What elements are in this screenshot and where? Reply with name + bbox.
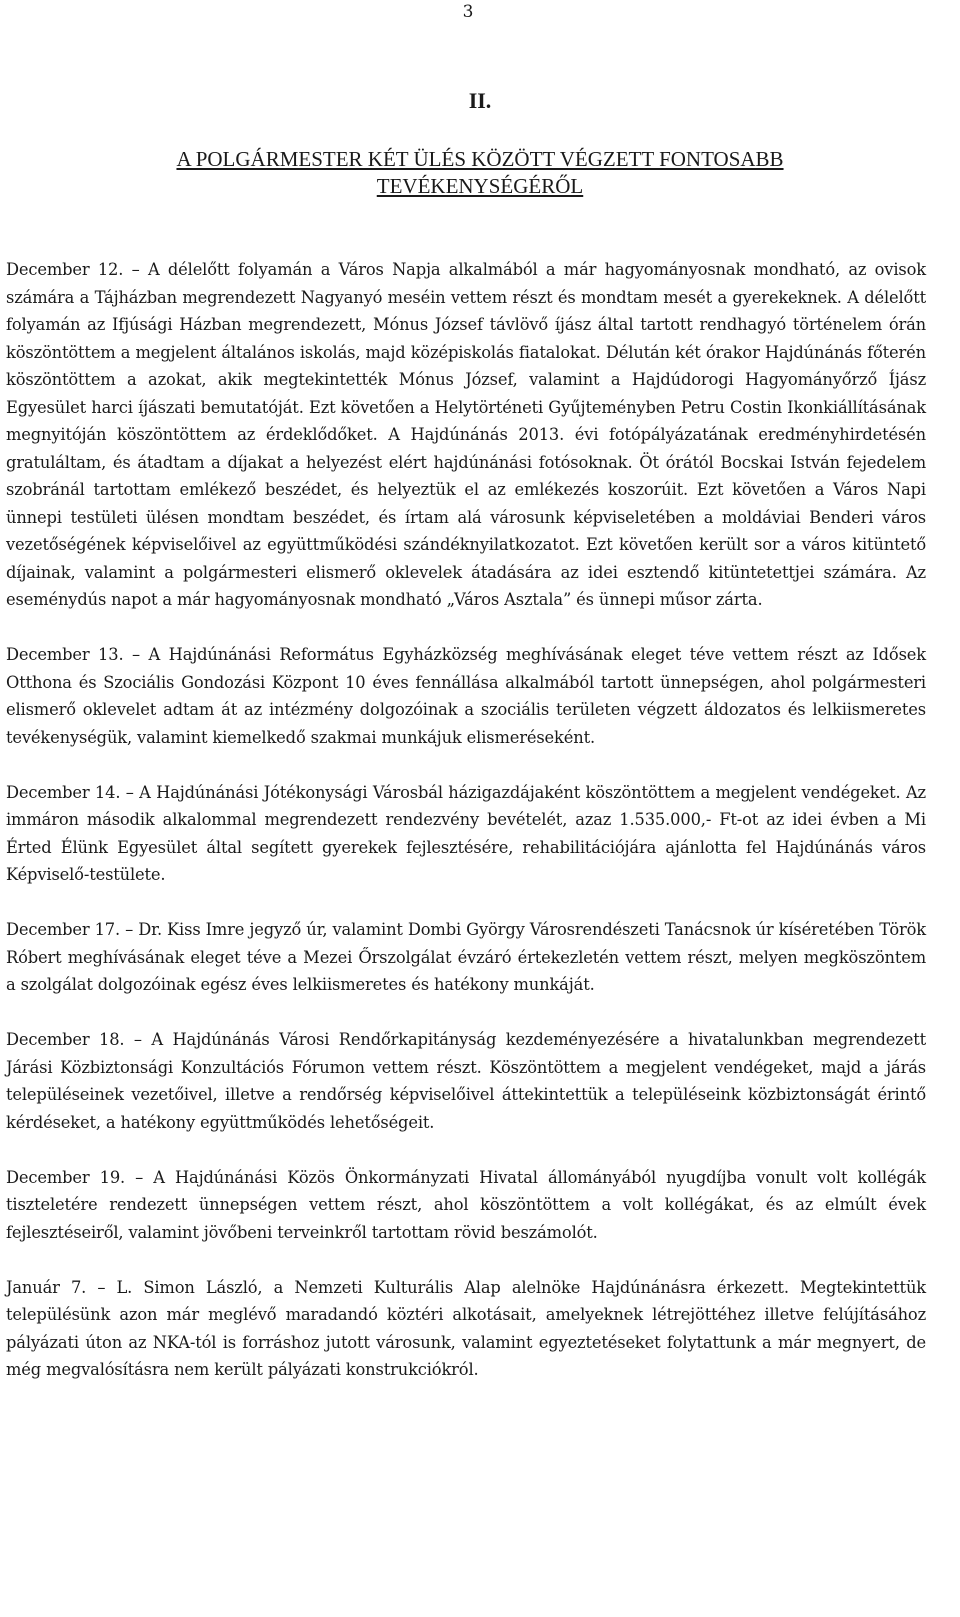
document-body <box>6 256 926 1411</box>
section-number: II. <box>468 88 492 113</box>
paragraph-dec-17 <box>6 916 926 999</box>
paragraph-date: December 12. <box>6 260 124 279</box>
paragraph-dec-18 <box>6 1026 926 1136</box>
paragraph-dec-13 <box>6 641 926 751</box>
paragraph-text: – A Hajdúnánási Közös Önkormányzati Hivatal állományából nyugdíjba vonult volt kollégák tiszteletére rendezett ünnepségen vettem részt, ahol köszöntöttem a volt kollégákat, és az elmúlt évek fejlesztéseiről, valamint jövőbeni terveinkről tartottam rövid beszámolót. <box>6 1167 926 1242</box>
paragraph-text: – A délelőtt folyamán a Város Napja alkalmából a már hagyományosnak mondható, az ovisok számára a Tájházban megrendezett Nagyanyó meséin vettem részt és mondtam mesét a gyerekeknek. A délelőtt folyamán az Ifjúsági Házban megrendezett, Mónus József távlövő íjász által tartott rendhagyó történelem órán köszöntöttem a megjelent általános iskolás, majd középiskolás fiatalokat. Délután két órakor Hajdúnánás főterén köszöntöttem a azokat, akik megtekintették Mónus József, valamint a Hajdúdorogi Hagyományőrző Íjász Egyesület harci íjászati bemutatóját. Ezt követően a Helytörténeti Gyűjteményben Petru Costin Ikonkiállításának megnyitóján köszöntöttem az érdeklődőket. A Hajdúnánás 2013. évi fotópályázatának eredményhirdetésén gratuláltam, és átadtam a díjakat a helyezést elért hajdúnánási fotósoknak. Öt órától Bocskai István fejedelem szobránál tartottam emlékező beszédet, és helyeztük el az emlékezés koszorúit. Ezt követően a Város Napi ünnepi testületi ülésen mondtam beszédet, és írtam alá városunk képviseletében a moldáviai Benderi város vezetőségének képviselőivel az együttműködési szándéknyilatkozatot. Ezt követően került sor a város kitüntető díjainak, valamint a polgármesteri elismerő oklevelek átadására az idei esztendő kitüntetettjei számára. Az eseménydús napot a már hagyományosnak mondható „Város Asztala” és ünnepi műsor zárta. <box>6 260 926 609</box>
paragraph-date: Január 7. <box>6 1277 87 1297</box>
paragraph-text: – A Hajdúnánási Református Egyházközség meghívásának eleget téve vettem részt az Idősek Otthona és Szociális Gondozási Központ 10 éves fennállása alkalmából tartott ünnepségen, ahol polgármesteri elismerő oklevelet adtam át az intézmény dolgozóinak a szociális területen végzett áldozatos és lelkiismeretes tevékenységük, valamint kiemelkedő szakmai munkájuk elismeréseként. <box>6 645 926 747</box>
paragraph-text: – L. Simon László, a Nemzeti Kulturális Alap alelnöke Hajdúnánásra érkezett. Megtekintettük településünk azon már meglévő maradandó köztéri alkotásait, amelyeknek létrejöttéhez illetve felújításához pályázati úton az NKA-tól is forráshoz jutott városunk, valamint egyeztetéseket folytattunk a már megnyert, de még megvalósításra nem került pályázati konstrukciókról. <box>6 1277 926 1379</box>
paragraph-text: – A Hajdúnánás Városi Rendőrkapitányság kezdeményezésére a hivatalunkban megrendezett Járási Közbiztonsági Konzultációs Fórumon vettem részt. Köszöntöttem a megjelent vendégeket, majd a járás településeinek vezetőivel, illetve a rendőrség képviselőivel áttekintettük a településeink közbiztonságát érintő kérdéseket, a hatékony együttműködés lehetőségeit. <box>6 1030 926 1132</box>
paragraph-jan-7 <box>6 1274 926 1384</box>
document-title <box>0 146 960 200</box>
paragraph-date: December 19. <box>6 1167 126 1187</box>
page-number: 3 <box>462 2 474 22</box>
paragraph-date: December 13. <box>6 645 124 664</box>
paragraph-dec-19 <box>6 1164 926 1247</box>
paragraph-text: – A Hajdúnánási Jótékonysági Városbál házigazdájaként köszöntöttem a megjelent vendégeket. Az immáron második alkalommal megrendezett rendezvény bevételét, azaz 1.535.000,- Ft-ot az idei évben a Mi Érted Élünk Egyesület által segített gyerekek fejlesztésére, rehabilitációjára ajánlotta fel Hajdúnánás város Képviselő-testülete. <box>6 782 926 884</box>
paragraph-text: – Dr. Kiss Imre jegyző úr, valamint Dombi György Városrendészeti Tanácsnok úr kíséretében Török Róbert meghívásának eleget téve a Mezei Őrszolgálat évzáró értekezletén vettem részt, melyen megköszöntem a szolgálat dolgozóinak egész éves lelkiismeretes és hatékony munkáját. <box>6 920 926 994</box>
paragraph-dec-12 <box>6 256 926 614</box>
paragraph-date: December 18. <box>6 1030 125 1049</box>
title-line-2: TEVÉKENYSÉGÉRŐL <box>376 174 584 198</box>
title-line-1: A POLGÁRMESTER KÉT ÜLÉS KÖZÖTT VÉGZETT FONTOSABB <box>176 147 784 171</box>
paragraph-date: December 17. <box>6 920 121 939</box>
paragraph-date: December 14. <box>6 782 121 802</box>
paragraph-dec-14 <box>6 779 926 889</box>
